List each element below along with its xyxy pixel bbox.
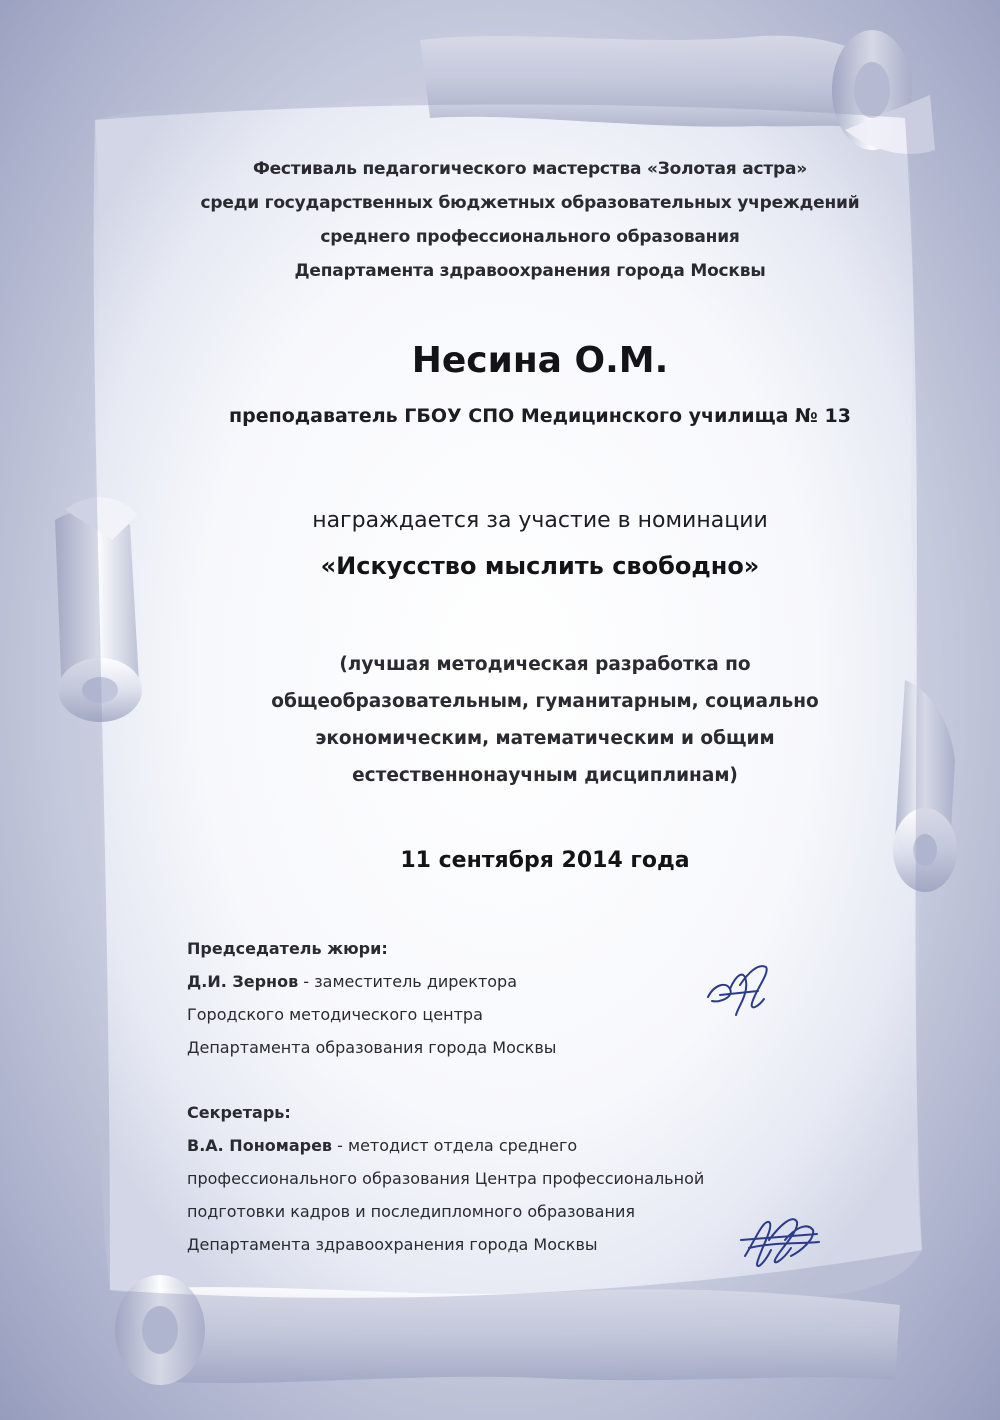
recipient-name: Несина О.М. (411, 340, 669, 381)
description-line: (лучшая методическая разработка по (339, 654, 751, 675)
jury-person: Д.И. Зернов (187, 972, 299, 991)
secretary-role: - методист отдела среднего (332, 1136, 578, 1155)
header-line: среди государственных бюджетных образовательных учреждений (200, 193, 860, 213)
jury-title: Председатель жюри: (187, 939, 388, 958)
nomination-title: «Искусство мыслить свободно» (320, 552, 760, 580)
secretary-line: профессионального образования Центра профессиональной (187, 1169, 705, 1188)
secretary-title: Секретарь: (187, 1103, 291, 1122)
recipient-position: преподаватель ГБОУ СПО Медицинского училища № 13 (229, 405, 851, 427)
header-line: Фестиваль педагогического мастерства «Золотая астра» (252, 159, 808, 179)
nomination-description (150, 646, 940, 794)
secretary-signature-icon (735, 1200, 825, 1280)
secretary-block (187, 1096, 827, 1261)
description-line: экономическим, математическим и общим (315, 728, 775, 749)
secretary-person: В.А. Пономарев (187, 1136, 333, 1155)
header-line: Департамента здравоохранения города Москвы (294, 261, 766, 281)
secretary-person-line (187, 1129, 827, 1162)
award-text: награждается за участие в номинации (312, 508, 768, 533)
festival-header (140, 152, 920, 288)
secretary-line: Департамента здравоохранения города Москвы (187, 1235, 598, 1254)
description-line: естественнонаучным дисциплинам) (352, 765, 738, 786)
jury-line: Городского методического центра (187, 1005, 483, 1024)
jury-line: Департамента образования города Москвы (187, 1038, 557, 1057)
secretary-line: подготовки кадров и последипломного образования (187, 1202, 635, 1221)
description-line: общеобразовательным, гуманитарным, социально (271, 691, 819, 712)
jury-role: - заместитель директора (298, 972, 518, 991)
header-line: среднего профессионального образования (320, 227, 740, 247)
award-date: 11 сентября 2014 года (400, 848, 690, 873)
jury-signature-icon (700, 955, 780, 1025)
